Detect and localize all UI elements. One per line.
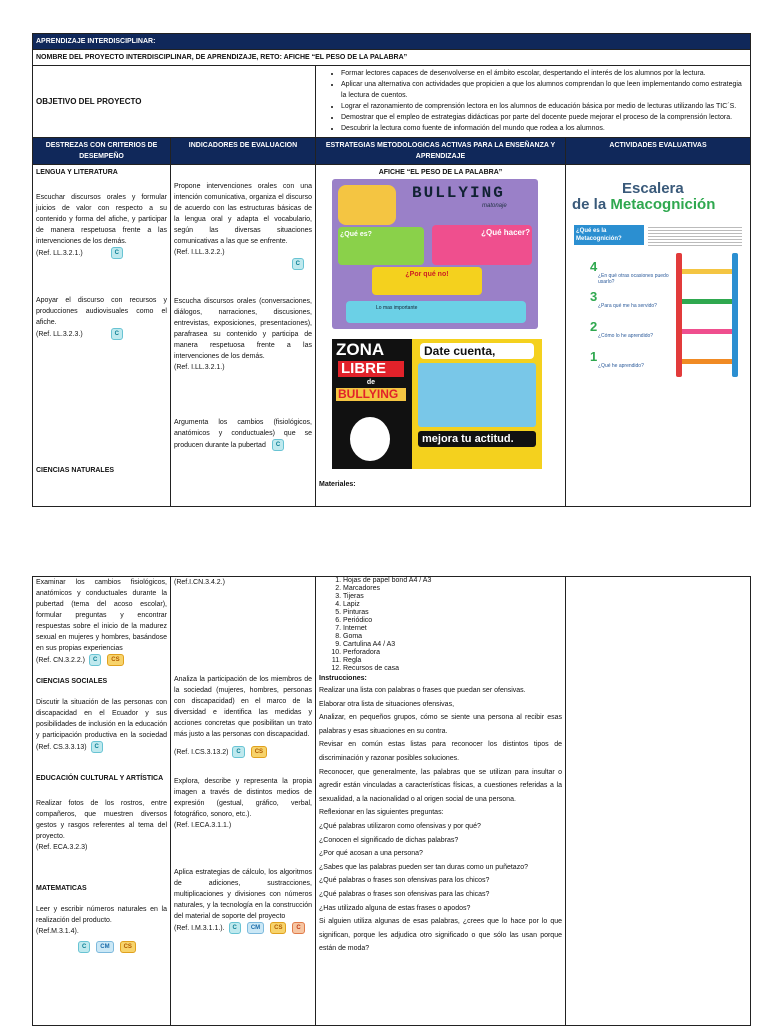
step-number: 2	[590, 319, 598, 334]
escalera-step-4	[576, 261, 672, 285]
competencia-c-badge: C	[78, 941, 90, 953]
objetivo-item: • Lograr el razonamiento de comprensión lectora en los alumnos de educación básica por medio de lecturas utilizando las TIC´S.	[341, 101, 747, 112]
destreza-cs-text: Discutir la situación de las personas con discapacidad en el Ecuador y sus posibilidades de inclusión en la educación y participación productiva en la sociedad (Ref. CS.3.3.13)	[36, 699, 167, 751]
destreza-ll-1: Escuchar discursos orales y formular juicios de valor con respecto a su contenido y forma del afiche, y participar de manera respetuosa frente a las intervenciones de los demás.	[36, 194, 167, 245]
instruccion-item: Realizar una lista con palabras o frases que puedan ser ofensivas.	[319, 687, 526, 694]
escalera-title-metacognicion: Metacognición	[610, 196, 716, 213]
escalera-graphic	[572, 181, 744, 381]
indicador-ll-2-ref: (Ref. I.LL.3.2.1.)	[174, 364, 225, 371]
poster-kids-illustration	[418, 363, 536, 427]
competencia-c-badge: C	[89, 654, 101, 666]
material-item: 7. Internet	[343, 625, 562, 633]
bullying-poster	[332, 179, 538, 329]
poster-bullying-title: BULLYING	[412, 184, 505, 202]
col-header-estrategias: ESTRATEGIAS METODOLOGICAS ACTIVAS PARA LA ENSEÑANZA Y APRENDIZAJE	[316, 138, 566, 165]
objetivo-item: • Demostrar que el empleo de estrategias didácticas por parte del docente puede mejorar el proceso de la comprensión lectora.	[341, 112, 747, 123]
destreza-eca-ref: (Ref. ECA.3.2.3)	[36, 844, 88, 851]
step-number: 1	[590, 349, 598, 364]
instruccion-item: Analizar, en pequeños grupos, cómo se siente una persona al recibir esas palabras y esas situaciones en su contra.	[319, 714, 562, 735]
poster-hand-icon	[350, 417, 390, 461]
destrezas-cell-p2	[33, 577, 171, 1026]
poster-q-por-que: ¿Por qué no!	[405, 271, 449, 278]
material-item: 2. Marcadores	[343, 585, 562, 593]
actividades-cell-p2	[566, 577, 751, 1026]
instruccion-item: ¿Qué palabras utilizaron como ofensivas y por qué?	[319, 822, 481, 830]
poster-left-panel	[332, 339, 410, 469]
instruccion-item: Reflexionar en las siguientes preguntas:	[319, 809, 444, 817]
instruccion-item: Revisar en común estas listas para reconocer los distintos tipos de discriminación y razonar posibles soluciones.	[319, 741, 562, 762]
material-item: 5. Pinturas	[343, 609, 562, 617]
competencia-c-badge: C	[91, 741, 103, 753]
materiales-label: Materiales:	[319, 481, 356, 488]
ciencias-sociales-label: CIENCIAS SOCIALES	[36, 678, 108, 685]
escalera-step-1	[576, 351, 672, 369]
poster-box-que-hacer	[432, 225, 532, 265]
ciencias-naturales-label: CIENCIAS NATURALES	[36, 467, 115, 474]
zona-libre-poster	[332, 339, 542, 469]
competencia-c-badge: C	[111, 247, 123, 259]
instruccion-item: ¿Qué palabras o frases son ofensivas para los chicos?	[319, 877, 490, 885]
competencia-cs-badge: CS	[251, 746, 267, 758]
destreza-ll-2-ref: (Ref. LL.3.2.3.)	[36, 330, 83, 338]
destreza-cn-ref: (Ref. CN.3.2.2.)	[36, 656, 86, 664]
actividades-cell	[566, 165, 751, 507]
competencia-c-badge: C	[292, 258, 304, 270]
destreza-cn: Examinar los cambios fisiológicos, anatómicos y conductuales durante la pubertad (tema del acoso escolar), formular preguntas y encontrar respuestas sobre el inicio de la madurez sexual en mujeres y hombres, basándose en sus propias experiencias	[36, 579, 167, 652]
escalera-step-2	[576, 321, 672, 339]
escalera-title: Escalera	[622, 180, 684, 197]
escalera-step-3	[576, 291, 672, 309]
estrategias-cell-p2	[316, 577, 566, 1026]
indicador-cs-ref: (Ref. I.CS.3.13.2)	[174, 748, 229, 756]
indicador-cn-1	[174, 417, 312, 451]
poster-date-cuenta: Date cuenta,	[420, 343, 534, 359]
material-item: 1. Hojas de papel bond A4 / A3	[343, 577, 562, 585]
indicador-eca: Explora, describe y representa la propia imagen a través de distintos medios de expresión (gestual, gráfico, verbal, fotográfico, sonoro, etc.).	[174, 778, 312, 818]
objetivo-item: • Descubrir la lectura como fuente de información del mundo que rodea a los alumnos.	[341, 123, 747, 134]
objetivo-label: OBJETIVO DEL PROYECTO	[33, 66, 316, 138]
poster-box-lo-mas-importante	[346, 301, 526, 323]
indicador-m-ref: (Ref. I.M.3.1.1.).	[174, 924, 225, 932]
matematicas-label: MATEMATICAS	[36, 885, 87, 892]
material-item: 12. Recursos de casa	[343, 665, 562, 673]
poster-box-por-que	[372, 267, 482, 295]
estrategias-cell	[316, 165, 566, 507]
poster-q-que-hacer: ¿Qué hacer?	[481, 228, 530, 237]
instruccion-item: Elaborar otra lista de situaciones ofensivas,	[319, 700, 455, 708]
destreza-m: Leer y escribir números naturales en la realización del producto.	[36, 906, 167, 924]
indicador-ll-1-ref: (Ref. I.LL.3.2.2.)	[174, 249, 225, 256]
objetivos-list	[319, 68, 747, 134]
poster-box-que-es	[338, 227, 424, 265]
indicadores-cell-p2	[171, 577, 316, 1026]
project-table-page1	[32, 33, 751, 507]
competencia-c-badge: C	[111, 328, 123, 340]
instruccion-item: Si alguien utiliza algunas de esas palabras, ¿crees que lo hace por lo que significan, porque les adjudica otro significado o que sólo las usan porque están de moda?	[319, 918, 562, 953]
material-item: 10. Perforadora	[343, 649, 562, 657]
competencia-ce-badge: C	[292, 922, 304, 934]
instruccion-item: ¿Has utilizado alguna de estas frases o apodos?	[319, 904, 471, 912]
destreza-ll-2: Apoyar el discurso con recursos y producciones audiovisuales como el afiche.	[36, 297, 167, 326]
objetivo-item: • Aplicar una alternativa con actividades que propicien a que los alumnos comprendan lo que leen implementando como estrategia la lectura de cuentos.	[341, 79, 747, 101]
poster-bullying-subtitle: matonaje	[482, 203, 507, 209]
afiche-title: AFICHE “EL PESO DE LA PALABRA”	[378, 169, 503, 176]
header-project-name: NOMBRE DEL PROYECTO INTERDISCIPLINAR, DE APRENDIZAJE, RETO: AFICHE “EL PESO DE LA PALABRA”	[33, 50, 751, 66]
material-item: 4. Lapiz	[343, 601, 562, 609]
poster-de: de	[366, 379, 376, 386]
indicador-cn-1-text: Argumenta los cambios (fisiológicos, anatómicos y conductuales) que se producen durante la pubertad	[174, 419, 312, 449]
destreza-ll-1-ref: (Ref. LL.3.2.1.)	[36, 249, 83, 257]
col-header-indicadores: INDICADORES DE EVALUACION	[171, 138, 316, 165]
poster-bullying: BULLYING	[336, 388, 406, 401]
col-header-actividades: ACTIVIDADES EVALUATIVAS	[566, 138, 751, 165]
project-table-page2	[32, 576, 751, 1026]
indicador-cn-ref: (Ref.I.CN.3.4.2.)	[174, 579, 225, 586]
competencia-cs-badge: CS	[107, 654, 123, 666]
indicador-eca-ref: (Ref. I.ECA.3.1.1.)	[174, 822, 232, 829]
instruccion-item: ¿Por qué acosan a una persona?	[319, 850, 423, 858]
competencia-c-badge: C	[229, 922, 241, 934]
competencia-cs-badge: CS	[120, 941, 136, 953]
header-aprendizaje: APRENDIZAJE INTERDISCIPLINAR:	[33, 34, 751, 50]
poster-zona: ZONA	[332, 339, 410, 361]
poster-cartoon-illustration	[338, 185, 396, 225]
competencia-cm-badge: CM	[247, 922, 264, 934]
indicador-ll-1: Propone intervenciones orales con una intención comunicativa, organiza el discurso de acuerdo con las estructuras básicas de la lengua oral y adapta el vocabulario, según las diversas situaciones comunicativas a las que se enfrente.	[174, 183, 312, 245]
poster-right-panel	[412, 339, 542, 469]
destreza-m-ref: (Ref.M.3.1.4).	[36, 928, 79, 935]
instruccion-item: ¿Sabes que las palabras pueden ser tan duras como un puñetazo?	[319, 863, 528, 871]
poster-q-que-es: ¿Qué es?	[340, 231, 372, 238]
material-item: 3. Tijeras	[343, 593, 562, 601]
destrezas-cell	[33, 165, 171, 507]
competencia-c-badge: C	[232, 746, 244, 758]
eca-label: EDUCACIÓN CULTURAL Y ARTÍSTICA	[36, 775, 164, 782]
competencia-cs-badge: CS	[270, 922, 286, 934]
competencia-cm-badge: CM	[96, 941, 113, 953]
indicador-cs: Analiza la participación de los miembros de la sociedad (mujeres, hombres, personas con discapacidad) en el marco de la diversidad e identifica las medidas y acciones concretas que posibilitan un trato más justo a las personas con discapacidad.	[174, 676, 312, 738]
poster-mejora: mejora tu actitud.	[418, 431, 536, 447]
indicadores-cell	[171, 165, 316, 507]
step-text: ¿Cómo lo he aprendido?	[598, 333, 654, 339]
escalera-title-line2	[572, 197, 715, 213]
poster-libre: LIBRE	[338, 361, 404, 377]
step-number: 3	[590, 289, 598, 304]
step-number: 4	[590, 259, 598, 274]
instruccion-item: ¿Conocen el significado de dichas palabras?	[319, 836, 459, 844]
indicador-ll-2: Escucha discursos orales (conversaciones, diálogos, narraciones, discusiones, entrevistas, exposiciones, presentaciones), parafrasea su contenido y participa de manera respetuosa frente a las intervenciones de los demás.	[174, 298, 312, 360]
escalera-title-de-la: de la	[572, 196, 607, 213]
objetivos-cell	[316, 66, 751, 138]
destreza-cs	[36, 697, 167, 753]
instruccion-item: ¿Qué palabras o frases son ofensivas para las chicas?	[319, 890, 490, 898]
poster-q-lo-mas-importante: Lo mas importante	[376, 305, 418, 311]
instruccion-item: Reconocer, que generalmente, las palabras que se utilizan para insultar o agredir están vinculadas a características físicas, a cuestiones referidas a la sexualidad, a la nacionalidad o al origen social de una persona.	[319, 768, 562, 803]
material-item: 9. Cartulina A4 / A3	[343, 641, 562, 649]
objetivo-item: • Formar lectores capaces de desenvolverse en el ámbito escolar, despertando el interés de los alumnos por la lectura.	[341, 68, 747, 79]
material-item: 11. Regla	[343, 657, 562, 665]
instrucciones-label: Instrucciones:	[319, 675, 367, 682]
material-item: 6. Periódico	[343, 617, 562, 625]
col-header-destrezas: DESTREZAS CON CRITERIOS DE DESEMPEÑO	[33, 138, 171, 165]
escalera-description-text	[648, 225, 742, 247]
step-text: ¿Para qué me ha servido?	[598, 303, 657, 309]
step-text: ¿Qué he aprendido?	[598, 363, 644, 369]
escalera-ladder	[676, 253, 740, 377]
destreza-eca: Realizar fotos de los rostros, entre compañeros, que muestren diversos gestos y rasgos referentes al tema del proyecto.	[36, 800, 167, 840]
material-item: 8. Goma	[343, 633, 562, 641]
step-text: ¿En qué otras ocasiones puedo usarlo?	[598, 273, 669, 285]
lengua-label: LENGUA Y LITERATURA	[36, 169, 118, 176]
materiales-list	[319, 577, 562, 673]
escalera-que-es: ¿Qué es la Metacognición?	[574, 225, 644, 245]
indicador-m: Aplica estrategias de cálculo, los algoritmos de adiciones, sustracciones, multiplicaciones y divisiones con números naturales, y la tecnología en la construcción del material de soporte del proyecto	[174, 869, 312, 920]
competencia-c-badge: C	[272, 439, 284, 451]
